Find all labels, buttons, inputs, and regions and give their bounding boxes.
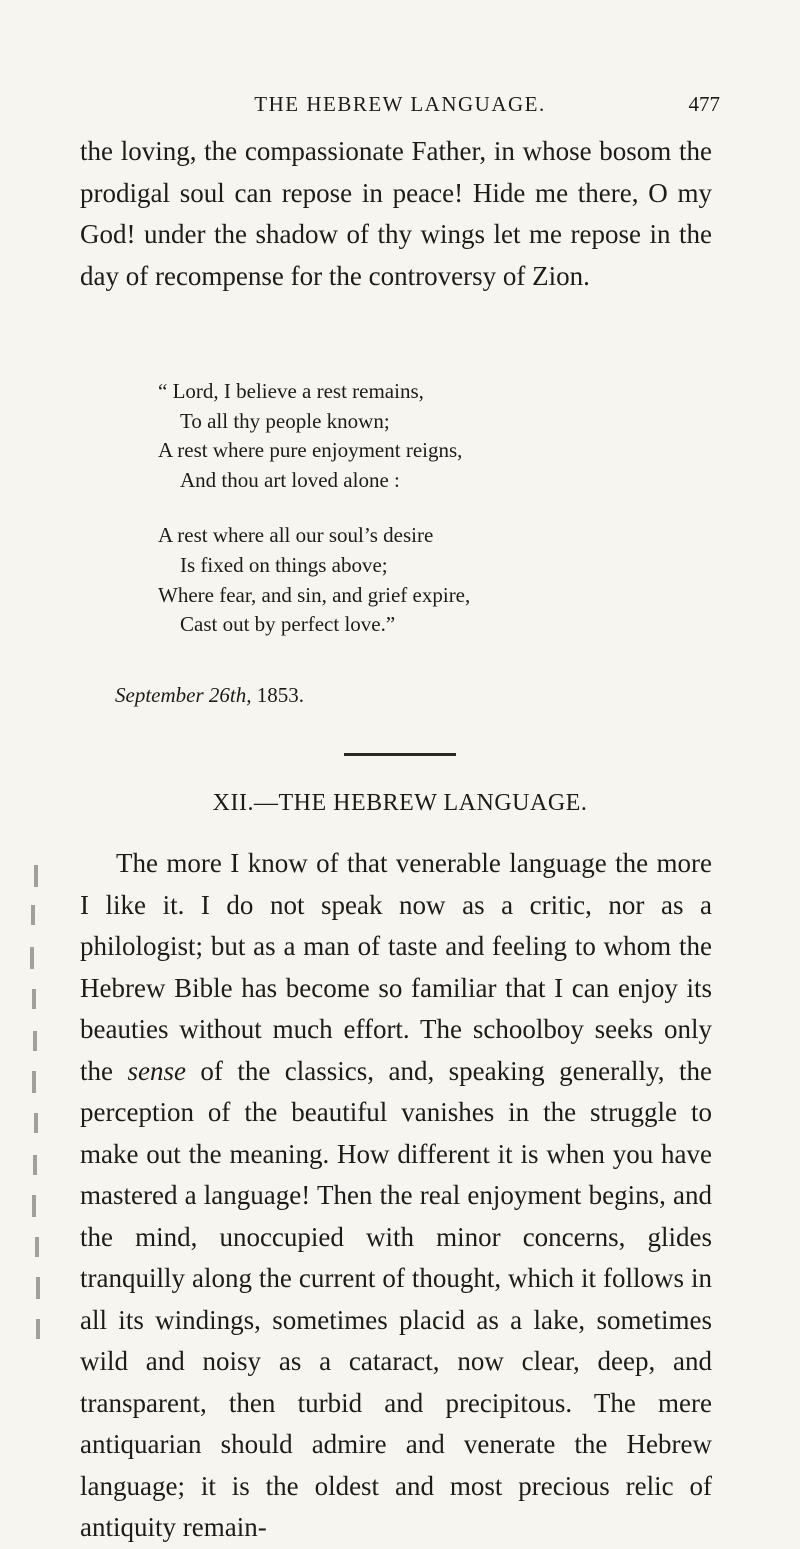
gutter-mark	[32, 1071, 36, 1093]
gutter-mark	[32, 989, 36, 1009]
poem-line: Is fixed on things above;	[180, 552, 388, 577]
gutter-mark	[34, 1113, 38, 1133]
poem-line: “ Lord, I believe a rest remains,	[158, 379, 424, 403]
poem-line: Where fear, and sin, and grief expire,	[158, 582, 471, 607]
paragraph-text-part-2: of the classics, and, speaking generally, the perception of the beautiful vanishes in the struggle to make out the meaning. How different it is when you have mastered a language! Then the real enjoyment begins, and the mind, unoccupied with minor concerns, glides tranquilly along the current of thought, which it follows in all its windings, sometimes placid as a lake, sometimes wild and noisy as a cataract, now clear, deep, and transparent, then turbid and precipitous. The mere antiquarian should admire and venerate the Hebrew language; it is the oldest and most precious relic of antiquity remain-	[80, 1055, 712, 1542]
section-divider-rule	[344, 753, 456, 756]
running-title: THE HEBREW LANGUAGE.	[254, 92, 546, 116]
gutter-mark	[33, 1155, 37, 1175]
hymn-quotation	[158, 377, 470, 666]
section-title: XII.—THE HEBREW LANGUAGE.	[212, 790, 588, 816]
dateline	[115, 680, 304, 710]
emphasized-word: sense	[127, 1055, 186, 1086]
gutter-mark	[30, 947, 34, 969]
binding-gutter-marks	[28, 855, 68, 1375]
gutter-mark	[35, 1237, 39, 1257]
stanza-2	[158, 521, 470, 639]
gutter-mark	[33, 1031, 37, 1051]
poem-line: Cast out by perfect love.”	[180, 612, 396, 637]
gutter-mark	[32, 1195, 36, 1217]
gutter-mark	[36, 1319, 40, 1339]
dateline-day: 26th,	[208, 683, 252, 707]
gutter-mark	[31, 905, 35, 925]
poem-line: To all thy people known;	[180, 408, 390, 433]
gutter-mark	[36, 1277, 40, 1299]
running-head	[0, 92, 800, 132]
poem-line: A rest where pure enjoyment reigns,	[158, 438, 463, 463]
paragraph-continued: the loving, the compassionate Father, in whose bosom the prodigal soul can repose in peace! Hide me there, O my God! under the shadow of thy wings let me repose in the day of recompense for the controversy of Zion.	[80, 136, 712, 291]
paragraph-text-part-1: The more I know of that venerable language the more I like it. I do not speak now as a critic, nor as a philologist; but as a man of taste and feeling to whom the Hebrew Bible has become so familiar that I can enjoy its beauties without much effort. The schoolboy seeks only the	[80, 848, 712, 1086]
section-paragraph	[80, 843, 712, 1549]
stanza-1	[158, 377, 470, 495]
page-number: 477	[688, 92, 720, 116]
dateline-year: 1853.	[256, 683, 304, 707]
poem-line: And thou art loved alone :	[180, 467, 400, 492]
poem-line: A rest where all our soul’s desire	[158, 523, 434, 548]
gutter-mark	[34, 865, 38, 887]
dateline-month: September	[115, 683, 204, 707]
